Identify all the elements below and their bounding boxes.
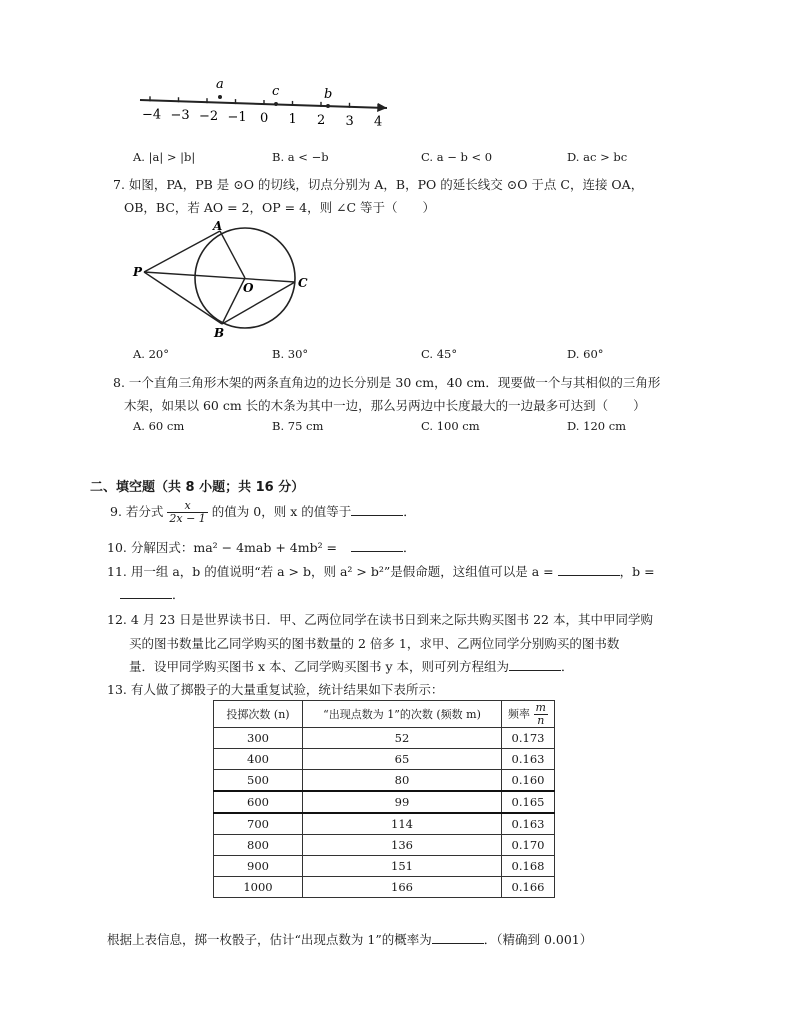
number-line-figure [132, 72, 397, 132]
q12-line3-text: 量．设甲同学购买图书 x 本、乙同学购买图书 y 本，则可列方程组为 [129, 659, 510, 674]
q9-suffix: 的值为 0，则 x 的值等于 [211, 504, 352, 519]
q9-fraction-numerator: x [167, 500, 207, 513]
q13-table-header-row [214, 701, 555, 728]
table-row [214, 791, 555, 813]
cell-frequency: 0.165 [502, 791, 555, 813]
q11-mid: ，b = [619, 564, 655, 579]
q9-fraction-denominator: 2x − 1 [169, 512, 206, 525]
q8-text-line2: 木架，如果以 60 cm 长的木条为其中一边，那么另两边中长度最大的一边最多可达到（ ） [124, 398, 646, 413]
q7-label-a: A [213, 219, 223, 233]
number-line-label-b: b [324, 87, 333, 102]
cell-trials: 800 [214, 835, 303, 856]
number-line-tick-label: 3 [345, 113, 354, 129]
q11-answer-blank-b[interactable] [120, 586, 172, 599]
number-line-tick-label: 1 [288, 111, 297, 127]
q7-line-pb [144, 272, 222, 324]
number-line-tick-label: −1 [227, 110, 247, 126]
cell-count: 80 [303, 770, 502, 792]
q6-option-c[interactable]: C. a − b < 0 [421, 150, 493, 164]
cell-trials: 1000 [214, 877, 303, 898]
q12-line3 [129, 657, 574, 675]
q11-prefix: 11. 用一组 a，b 的值说明“若 a > b，则 a² > b²”是假命题，这组值可以是 a = [107, 564, 554, 579]
number-line-tick-label: −2 [199, 109, 219, 125]
q7-text-line1: 7. 如图，PA，PB 是 ⊙O 的切线，切点分别为 A，B，PO 的延长线交 ⊙O 于点 C，连接 OA， [113, 177, 644, 192]
cell-trials: 600 [214, 791, 303, 813]
table-row [214, 728, 555, 749]
cell-count: 99 [303, 791, 502, 813]
cell-trials: 500 [214, 770, 303, 792]
q13-conclusion: 根据上表信息，掷一枚骰子，估计“出现点数为 1”的概率为 [107, 932, 432, 947]
q7-text-line2: OB，BC，若 AO = 2，OP = 4，则 ∠C 等于（ ） [124, 200, 436, 215]
section2-title: 二、填空题（共 8 小题；共 16 分） [90, 480, 305, 495]
q7-line-pa [144, 231, 220, 272]
q8-option-d[interactable]: D. 120 cm [567, 419, 627, 433]
number-line-point-b [326, 104, 330, 108]
q13-header-frequency-fraction [534, 702, 548, 727]
cell-count: 166 [303, 877, 502, 898]
q6-option-b[interactable]: B. a < −b [272, 150, 329, 164]
q7-label-c: C [298, 276, 308, 290]
cell-frequency: 0.160 [502, 770, 555, 792]
q9-answer-blank[interactable] [351, 503, 403, 516]
q7-label-o: O [243, 281, 254, 295]
q11-answer-blank-a[interactable] [558, 563, 620, 576]
number-line-tick-label: −3 [170, 108, 190, 124]
q13-header-trials: 投掷次数 (n) [214, 701, 303, 728]
q10-line [107, 538, 416, 556]
cell-frequency: 0.166 [502, 877, 555, 898]
q7-option-b[interactable]: B. 30° [272, 347, 309, 361]
number-line-tick-label: 0 [260, 111, 269, 127]
table-row [214, 770, 555, 792]
q10-answer-blank[interactable] [351, 539, 403, 552]
q13-header-frequency [502, 701, 555, 728]
q7-line-oa [220, 231, 245, 278]
table-row [214, 856, 555, 877]
table-row [214, 835, 555, 856]
q7-circle-figure [130, 218, 320, 340]
cell-frequency: 0.173 [502, 728, 555, 749]
q13-frequency-table [213, 700, 555, 898]
cell-count: 52 [303, 728, 502, 749]
q9-prefix: 9. 若分式 [110, 504, 164, 519]
q11-line2 [120, 585, 185, 603]
cell-count: 151 [303, 856, 502, 877]
q6-option-a[interactable]: A. |a| > |b| [133, 150, 196, 164]
q9-fraction [167, 500, 207, 525]
q7-label-b: B [214, 326, 225, 340]
q11-end: ． [172, 587, 185, 602]
q12-line1: 12. 4 月 23 日是世界读书日．甲、乙两位同学在读书日到来之际共购买图书 22 本，其中甲同学购 [107, 612, 653, 627]
q7-option-a[interactable]: A. 20° [133, 347, 169, 361]
q8-option-c[interactable]: C. 100 cm [421, 419, 480, 433]
q12-end: ． [561, 659, 574, 674]
q8-text-line1: 8. 一个直角三角形木架的两条直角边的边长分别是 30 cm，40 cm．现要做一个与其相似的三角形 [113, 375, 661, 390]
q9-line [110, 500, 416, 525]
cell-trials: 300 [214, 728, 303, 749]
cell-frequency: 0.163 [502, 813, 555, 835]
number-line-tick-label: −4 [142, 107, 162, 123]
q9-end: ． [403, 504, 416, 519]
number-line-label-c: c [272, 84, 280, 99]
q7-line-pc [144, 272, 295, 282]
number-line-label-a: a [216, 77, 224, 92]
number-line-tick-label: 2 [317, 112, 326, 128]
q13-answer-blank[interactable] [432, 931, 484, 944]
q13-text: 13. 有人做了掷骰子的大量重复试验，统计结果如下表所示： [107, 682, 444, 697]
cell-count: 136 [303, 835, 502, 856]
q6-option-d[interactable]: D. ac > bc [567, 150, 628, 164]
cell-frequency: 0.170 [502, 835, 555, 856]
q7-option-d[interactable]: D. 60° [567, 347, 604, 361]
cell-trials: 700 [214, 813, 303, 835]
cell-count: 65 [303, 749, 502, 770]
table-row [214, 813, 555, 835]
number-line-tick-label: 4 [374, 114, 383, 130]
cell-trials: 900 [214, 856, 303, 877]
q12-line2: 买的图书数量比乙同学购买的图书数量的 2 倍多 1，求甲、乙两位同学分别购买的图书数 [129, 636, 620, 651]
q13-conclusion-end: ．（精确到 0.001） [483, 932, 593, 947]
q13-header-frequency-label: 频率 [508, 707, 531, 720]
table-row [214, 749, 555, 770]
number-line-point-a [218, 95, 222, 99]
q13-conclusion-line [107, 930, 592, 948]
cell-trials: 400 [214, 749, 303, 770]
q10-prefix: 10. 分解因式：ma² − 4mab + 4mb² = [107, 540, 338, 555]
q7-option-c[interactable]: C. 45° [421, 347, 458, 361]
q8-option-b[interactable]: B. 75 cm [272, 419, 324, 433]
q11-line1 [107, 562, 655, 580]
table-row [214, 877, 555, 898]
cell-count: 114 [303, 813, 502, 835]
q8-option-a[interactable]: A. 60 cm [133, 419, 185, 433]
q13-header-count: “出现点数为 1”的次数 (频数 m) [303, 701, 502, 728]
cell-frequency: 0.168 [502, 856, 555, 877]
number-line-point-c [274, 102, 278, 106]
cell-frequency: 0.163 [502, 749, 555, 770]
q7-label-p: P [133, 265, 143, 279]
q13-frac-num: m [535, 700, 546, 714]
q12-answer-blank[interactable] [509, 658, 561, 671]
q10-end: ． [403, 540, 416, 555]
q13-frac-den: n [537, 713, 545, 727]
